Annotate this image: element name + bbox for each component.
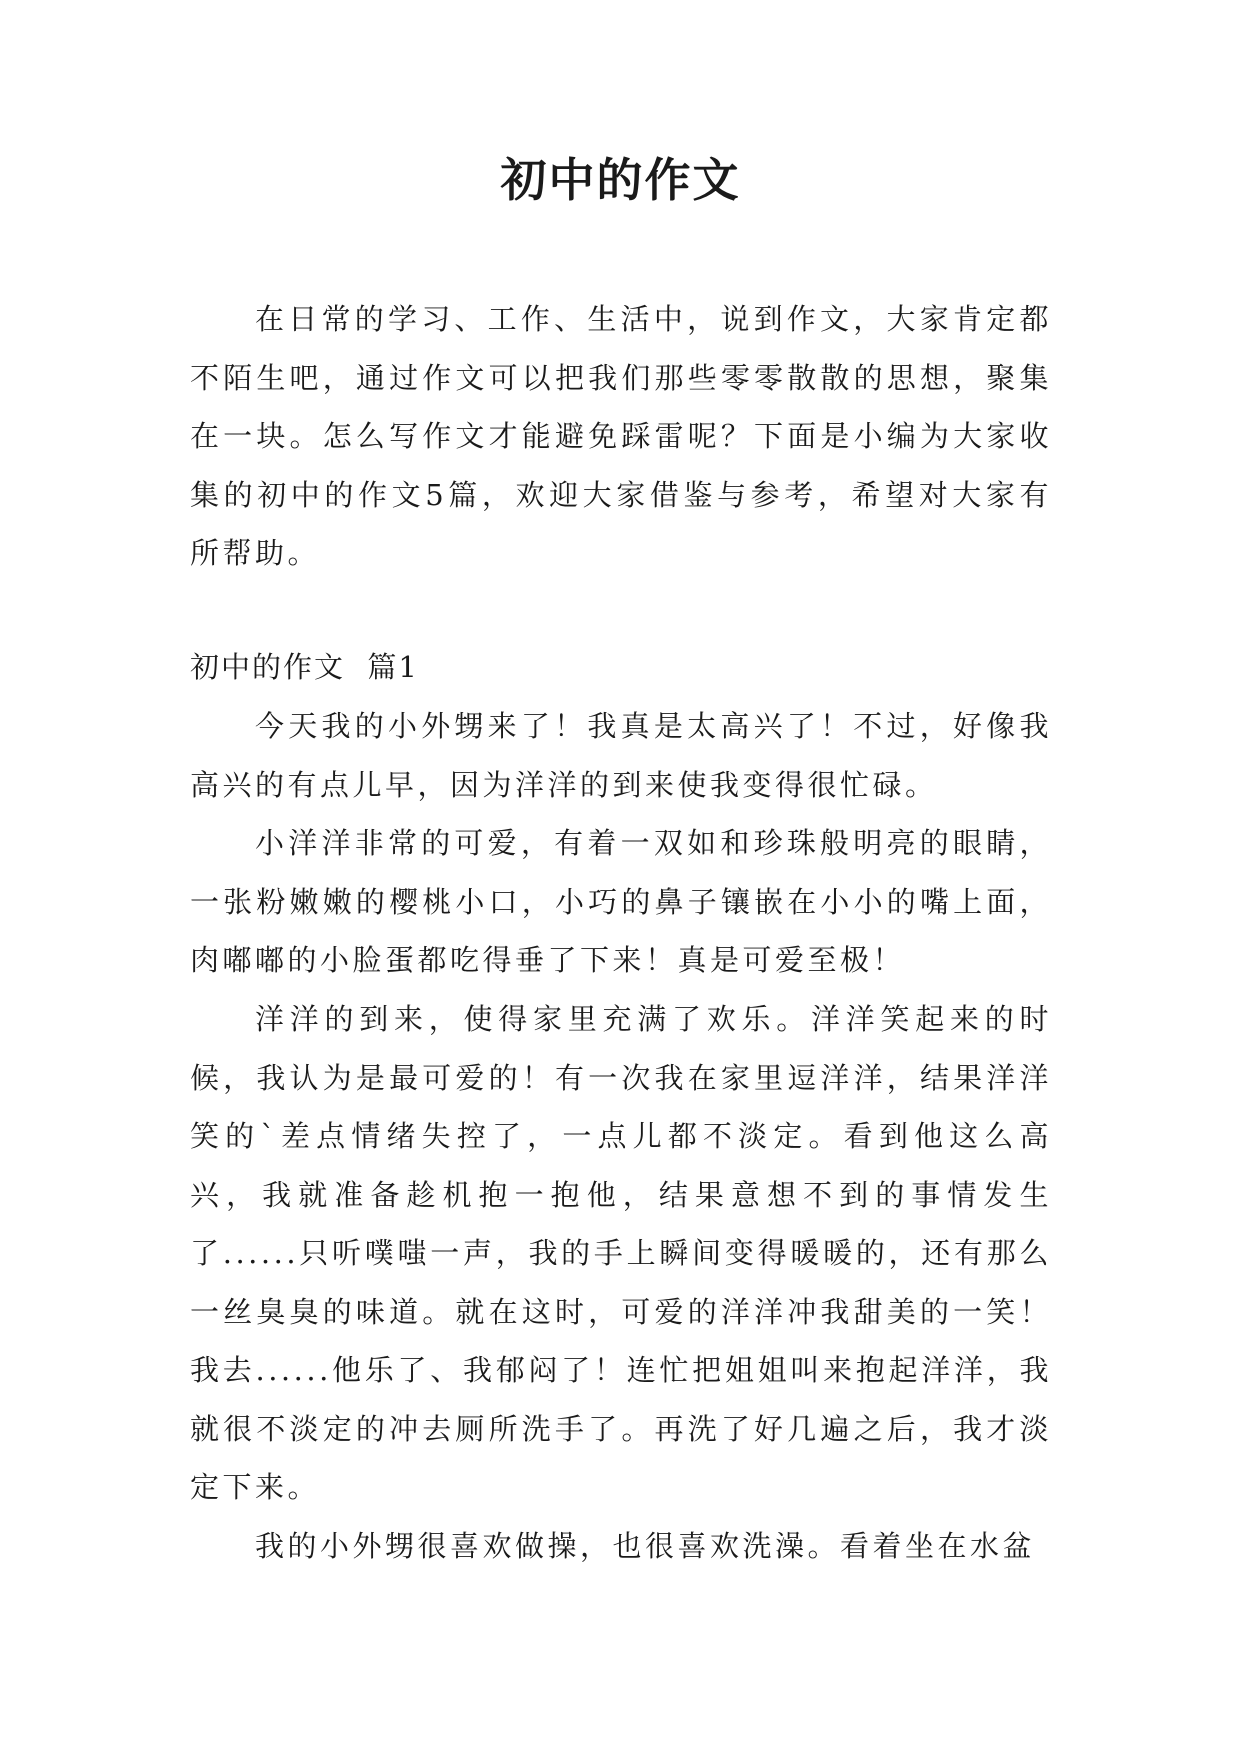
section-heading: 初中的作文 篇1 xyxy=(190,650,419,684)
document-title: 初中的作文 xyxy=(500,153,741,207)
essay-paragraph-2: 小洋洋非常的可爱，有着一双如和珍珠般明亮的眼睛，一张粉嫩嫩的樱桃小口，小巧的鼻子镶嵌在小小的嘴上面，肉嘟嘟的小脸蛋都吃得垂了下来！真是可爱至极！ xyxy=(190,826,1052,977)
essay-paragraph-3: 洋洋的到来，使得家里充满了欢乐。洋洋笑起来的时候，我认为是最可爱的！有一次我在家里逗洋洋，结果洋洋笑的`差点情绪失控了，一点儿都不淡定。看到他这么高兴，我就准备趁机抱一抱他，结果意想不到的事情发生了......只听噗嗤一声，我的手上瞬间变得暖暖的，还有那么一丝臭臭的味道。就在这时，可爱的洋洋冲我甜美的一笑！我去......他乐了、我郁闷了！连忙把姐姐叫来抱起洋洋，我就很不淡定的冲去厕所洗手了。再洗了好几遍之后，我才淡定下来。 xyxy=(190,1002,1052,1504)
essay-paragraph-4: 我的小外甥很喜欢做操，也很喜欢洗澡。看着坐在水盆 xyxy=(255,1529,1036,1563)
essay-paragraph-1: 今天我的小外甥来了！我真是太高兴了！不过，好像我高兴的有点儿早，因为洋洋的到来使我变得很忙碌。 xyxy=(190,709,1052,802)
intro-paragraph: 在日常的学习、工作、生活中，说到作文，大家肯定都不陌生吧，通过作文可以把我们那些零零散散的思想，聚集在一块。怎么写作文才能避免踩雷呢？下面是小编为大家收集的初中的作文5篇，欢迎大家借鉴与参考，希望对大家有所帮助。 xyxy=(190,302,1052,570)
